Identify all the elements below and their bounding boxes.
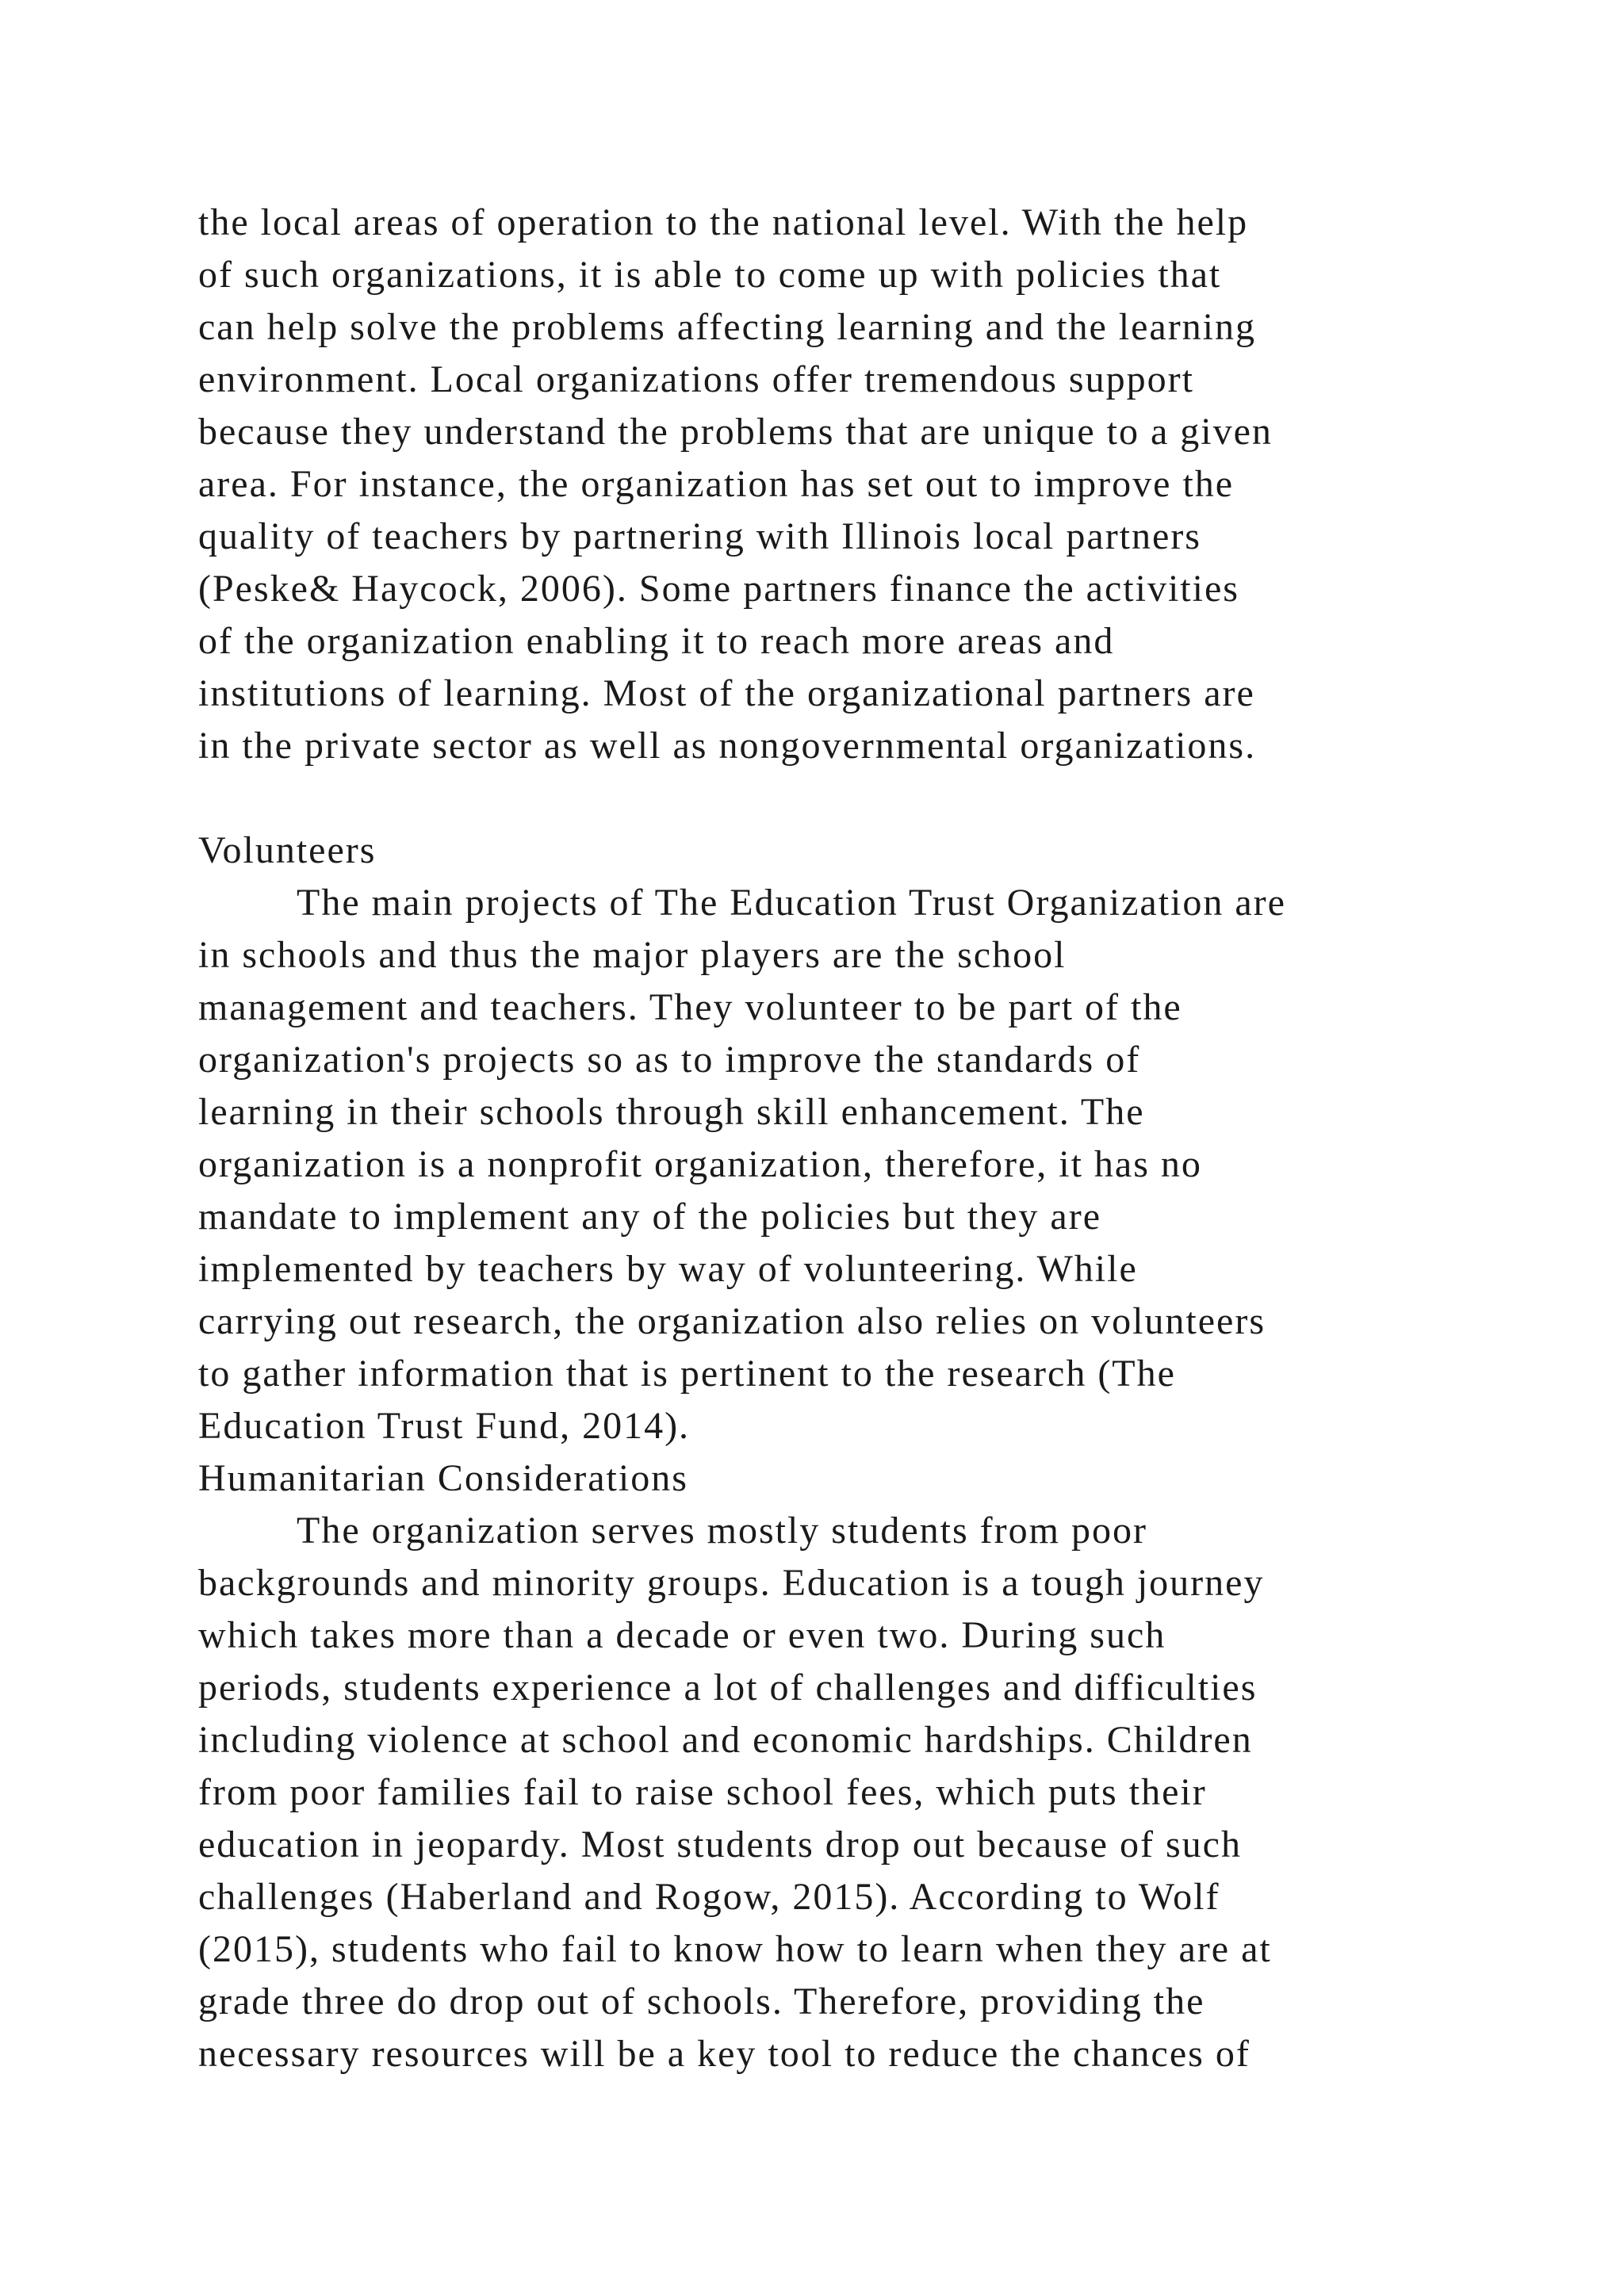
text-line: in schools and thus the major players are the school <box>198 934 1067 976</box>
text-line: environment. Local organizations offer tremendous support <box>198 358 1194 400</box>
text-line: (2015), students who fail to know how to learn when they are at <box>198 1928 1272 1970</box>
text-line: learning in their schools through skill enhancement. The <box>198 1091 1145 1133</box>
section-heading-humanitarian: Humanitarian Considerations <box>198 1457 688 1499</box>
text-line: institutions of learning. Most of the organizational partners are <box>198 672 1255 714</box>
text-line: area. For instance, the organization has set out to improve the <box>198 463 1235 505</box>
section-heading-volunteers: Volunteers <box>198 829 377 871</box>
text-line: backgrounds and minority groups. Education is a tough journey <box>198 1562 1265 1604</box>
text-line: organization's projects so as to improve the standards of <box>198 1039 1141 1081</box>
text-line: challenges (Haberland and Rogow, 2015). According to Wolf <box>198 1876 1220 1918</box>
text-line: mandate to implement any of the policies but they are <box>198 1196 1102 1238</box>
text-line: including violence at school and economic hardships. Children <box>198 1719 1253 1761</box>
text-line: of such organizations, it is able to come up with policies that <box>198 254 1222 296</box>
text-line: of the organization enabling it to reach more areas and <box>198 620 1115 662</box>
text-line: The organization serves mostly students from poor <box>297 1510 1147 1552</box>
paragraph-volunteers <box>198 877 1546 1452</box>
text-line: The main projects of The Education Trust Organization are <box>297 882 1286 924</box>
text-line: Education Trust Fund, 2014). <box>198 1405 691 1447</box>
paragraph-humanitarian <box>198 1505 1546 2080</box>
text-line: quality of teachers by partnering with Illinois local partners <box>198 515 1201 557</box>
text-line: to gather information that is pertinent to the research (The <box>198 1353 1176 1395</box>
text-line: grade three do drop out of schools. Therefore, providing the <box>198 1980 1205 2022</box>
text-line: can help solve the problems affecting learning and the learning <box>198 306 1257 348</box>
text-line: from poor families fail to raise school fees, which puts their <box>198 1771 1207 1813</box>
text-line: education in jeopardy. Most students drop out because of such <box>198 1823 1242 1866</box>
text-line: implemented by teachers by way of volunteering. While <box>198 1248 1138 1290</box>
text-line: which takes more than a decade or even two. During such <box>198 1614 1166 1656</box>
text-line: carrying out research, the organization also relies on volunteers <box>198 1300 1266 1342</box>
paragraph-partners <box>198 197 1546 772</box>
text-line: organization is a nonprofit organization, therefore, it has no <box>198 1143 1202 1185</box>
text-line: because they understand the problems that are unique to a given <box>198 411 1273 453</box>
text-line: necessary resources will be a key tool to reduce the chances of <box>198 2033 1251 2075</box>
text-line: in the private sector as well as nongovernmental organizations. <box>198 725 1257 767</box>
text-line: periods, students experience a lot of challenges and difficulties <box>198 1667 1258 1709</box>
text-line: the local areas of operation to the national level. With the help <box>198 201 1249 243</box>
document-body <box>198 197 1546 2080</box>
text-line: (Peske& Haycock, 2006). Some partners finance the activities <box>198 568 1239 610</box>
blank-line <box>198 772 1546 825</box>
text-line: management and teachers. They volunteer to be part of the <box>198 986 1182 1028</box>
